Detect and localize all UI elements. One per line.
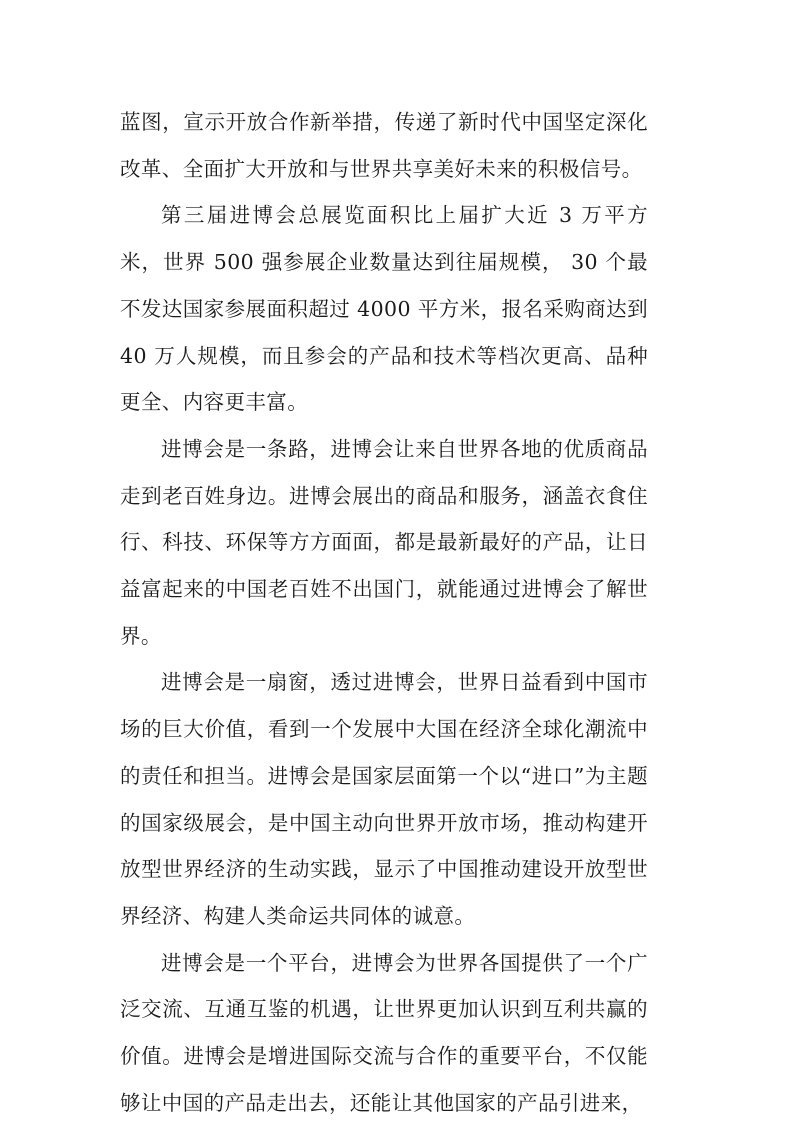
paragraph-expo-platform: 进博会是一个平台，进博会为世界各国提供了一个广泛交流、互通互鉴的机遇，让世界更加认识到互利共赢的价值。进博会是增进国际交流与合作的重要平台，不仅能够让中国的产品走出去，还能让其他国家的产品引进来， — [120, 950, 648, 1115]
paragraph-expo-road: 进博会是一条路，进博会让来自世界各地的优质商品走到老百姓身边。进博会展出的商品和服务，涵盖衣食住行、科技、环保等方方面面，都是最新最好的产品，让日益富起来的中国老百姓不出国门，就能通过进博会了解世界。 — [120, 436, 648, 648]
paragraph-continuation: 蓝图，宣示开放合作新举措，传递了新时代中国坚定深化改革、全面扩大开放和与世界共享美好未来的积极信号。 — [120, 110, 648, 181]
paragraph-expo-window: 进博会是一扇窗，透过进博会，世界日益看到中国市场的巨大价值，看到一个发展中大国在经济全球化潮流中的责任和担当。进博会是国家层面第一个以“进口”为主题的国家级展会，是中国主动向世界开放市场，推动构建开放型世界经济的生动实践，显示了中国推动建设开放型世界经济、构建人类命运共同体的诚意。 — [120, 670, 648, 928]
paragraph-expo-scale: 第三届进博会总展览面积比上届扩大近 3 万平方米，世界 500 强参展企业数量达到往届规模， 30 个最不发达国家参展面积超过 4000 平方米，报名采购商达到 40 万人规模，而且参会的产品和技术等档次更高、品种更全、内容更丰富。 — [120, 203, 648, 415]
